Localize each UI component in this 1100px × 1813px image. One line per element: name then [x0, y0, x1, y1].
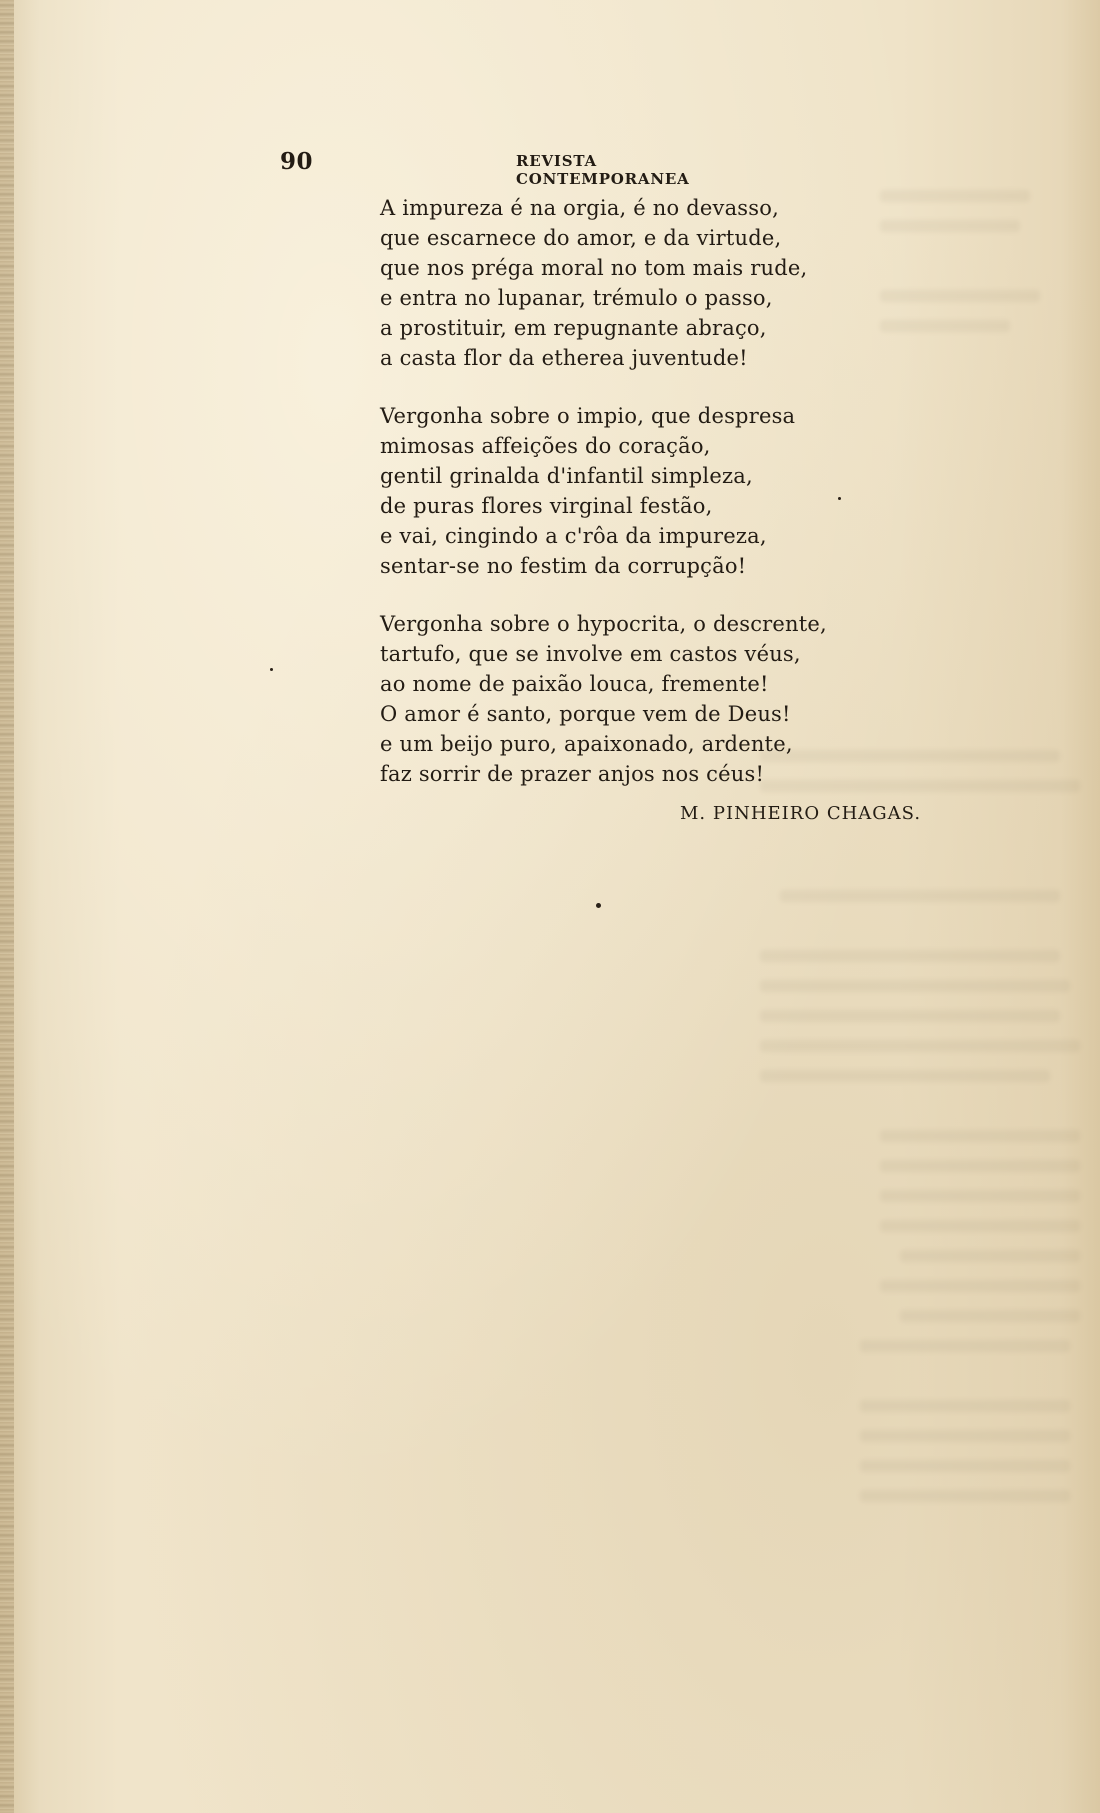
verse-line: que escarnece do amor, e da virtude, [380, 226, 782, 250]
verse-line: a prostituir, em repugnante abraço, [380, 316, 767, 340]
verse-line: a casta flor da etherea juventude! [380, 346, 748, 370]
author-signature: M. PINHEIRO CHAGAS. [680, 803, 922, 824]
verse-line: A impureza é na orgia, é no devasso, [380, 196, 779, 220]
verse-line: e entra no lupanar, trémulo o passo, [380, 286, 773, 310]
verse-line: de puras flores virginal festão, [380, 494, 713, 518]
verse-line: Vergonha sobre o impio, que despresa [380, 404, 796, 428]
verse-line: O amor é santo, porque vem de Deus! [380, 702, 791, 726]
verse-line: Vergonha sobre o hypocrita, o descrente, [380, 612, 827, 636]
binding-edge [0, 0, 14, 1813]
ink-speck [270, 668, 273, 671]
verse-line: ao nome de paixão louca, fremente! [380, 672, 769, 696]
verse-line: faz sorrir de prazer anjos nos céus! [380, 762, 765, 786]
verse-line: gentil grinalda d'infantil simpleza, [380, 464, 753, 488]
stanza [380, 609, 900, 789]
poem [380, 193, 900, 817]
verse-line: e um beijo puro, apaixonado, ardente, [380, 732, 793, 756]
verse-line: que nos préga moral no tom mais rude, [380, 256, 808, 280]
stanza [380, 401, 900, 581]
page-number: 90 [280, 148, 314, 175]
page-header [280, 148, 760, 188]
stanza [380, 193, 900, 373]
running-head: REVISTA CONTEMPORANEA [516, 152, 690, 188]
verse-line: mimosas affeições do coração, [380, 434, 711, 458]
verse-line: e vai, cingindo a c'rôa da impureza, [380, 524, 767, 548]
verse-line: tartufo, que se involve em castos véus, [380, 642, 801, 666]
verse-line: sentar-se no festim da corrupção! [380, 554, 747, 578]
ink-speck [838, 497, 841, 500]
ink-speck [596, 903, 601, 908]
